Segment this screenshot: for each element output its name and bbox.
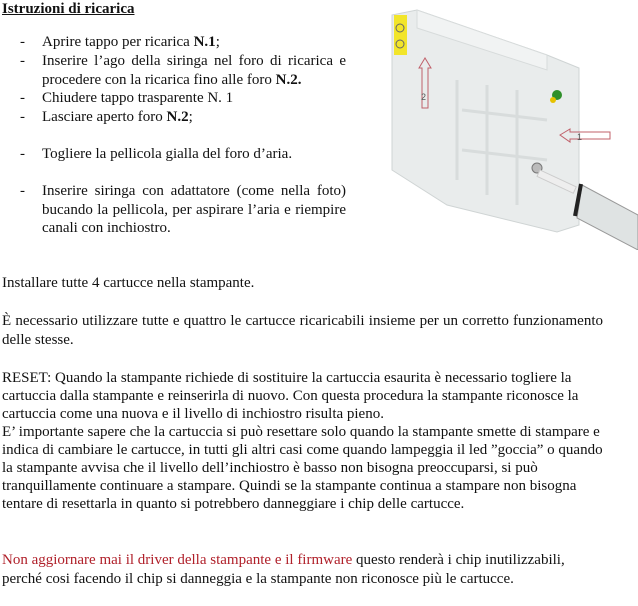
necessary-paragraph: È necessario utilizzare tutte e quattro le cartucce ricaricabili insieme per un corretto funzionamento delle stesse. [2, 313, 603, 348]
step-text: Lasciare aperto foro [42, 109, 167, 126]
step-text: ; [188, 109, 193, 126]
step-text: Aprire tappo per ricarica [42, 34, 194, 50]
bullet-dash: - [20, 90, 25, 107]
yellow-film [394, 15, 407, 55]
step-bold: N.2. [275, 71, 302, 88]
bullet-dash: - [20, 34, 25, 50]
install-paragraph: Installare tutte 4 cartucce nella stampante. [2, 275, 255, 291]
list-item [8, 52, 346, 90]
step-text: Togliere la pellicola gialla del foro d’aria. [42, 145, 293, 162]
step-text: Inserire siringa con adattatore (come nella foto) bucando la pellicola, per aspirare l’aria e riempire canali con inchiostro. [42, 182, 346, 237]
cartridge-photo [357, 0, 638, 250]
warning-highlight: Non aggiornare mai il driver della stampante e il firmware [2, 552, 353, 568]
list-item [8, 108, 346, 127]
step-bold: N.1 [193, 34, 216, 50]
bullet-dash: - [20, 182, 25, 199]
step-bold: N.2 [166, 109, 189, 126]
section-title: Istruzioni di ricarica [2, 1, 135, 17]
instruction-list [8, 33, 346, 238]
warning-paragraph [2, 551, 602, 589]
reset-paragraph: RESET: Quando la stampante richiede di sostituire la cartuccia esaurita è necessario togliere la cartuccia dalla stampante e reinserirla di nuovo. Con questa procedura la stampante riconosce la cartuccia come una nuova e il livello di inchiostro risulta pieno. [2, 370, 579, 422]
important-paragraph: E’ importante sapere che la cartuccia si può resettare solo quando la stampante smette di stampare e indica di cambiare le cartucce, in tutti gli altri casi come quando lampeggia il led ”goccia” o quando la stampante avvisa che il livello dell’inchiostro è basso non bisogna preoccuparsi, si può tranquillamente continuare a stampare. Quindi se la stampante continua a stampare non bisogna tentare di resettarla in quanto si potrebbero danneggiare i chip delle cartucce. [2, 424, 603, 512]
label-1: 1 [577, 132, 583, 142]
list-item [8, 89, 346, 108]
label-2: 2 [421, 92, 427, 102]
step-text: ; [215, 34, 220, 50]
bullet-dash: - [20, 109, 25, 126]
step-text: Chiudere tappo trasparente N. 1 [42, 90, 234, 107]
list-item [8, 182, 346, 238]
step-text: Inserire l’ago della siringa nel foro di ricarica e procedere con la ricarica fino alle foro [42, 52, 346, 88]
bullet-dash: - [20, 52, 25, 69]
bullet-dash: - [20, 145, 25, 162]
list-item [8, 33, 346, 52]
list-item [8, 145, 346, 164]
warning-text: questo renderà i chip inutilizzabili, perché cosi facendo il chip si danneggia e la stampante non riconosce più le cartucce. [2, 552, 565, 587]
